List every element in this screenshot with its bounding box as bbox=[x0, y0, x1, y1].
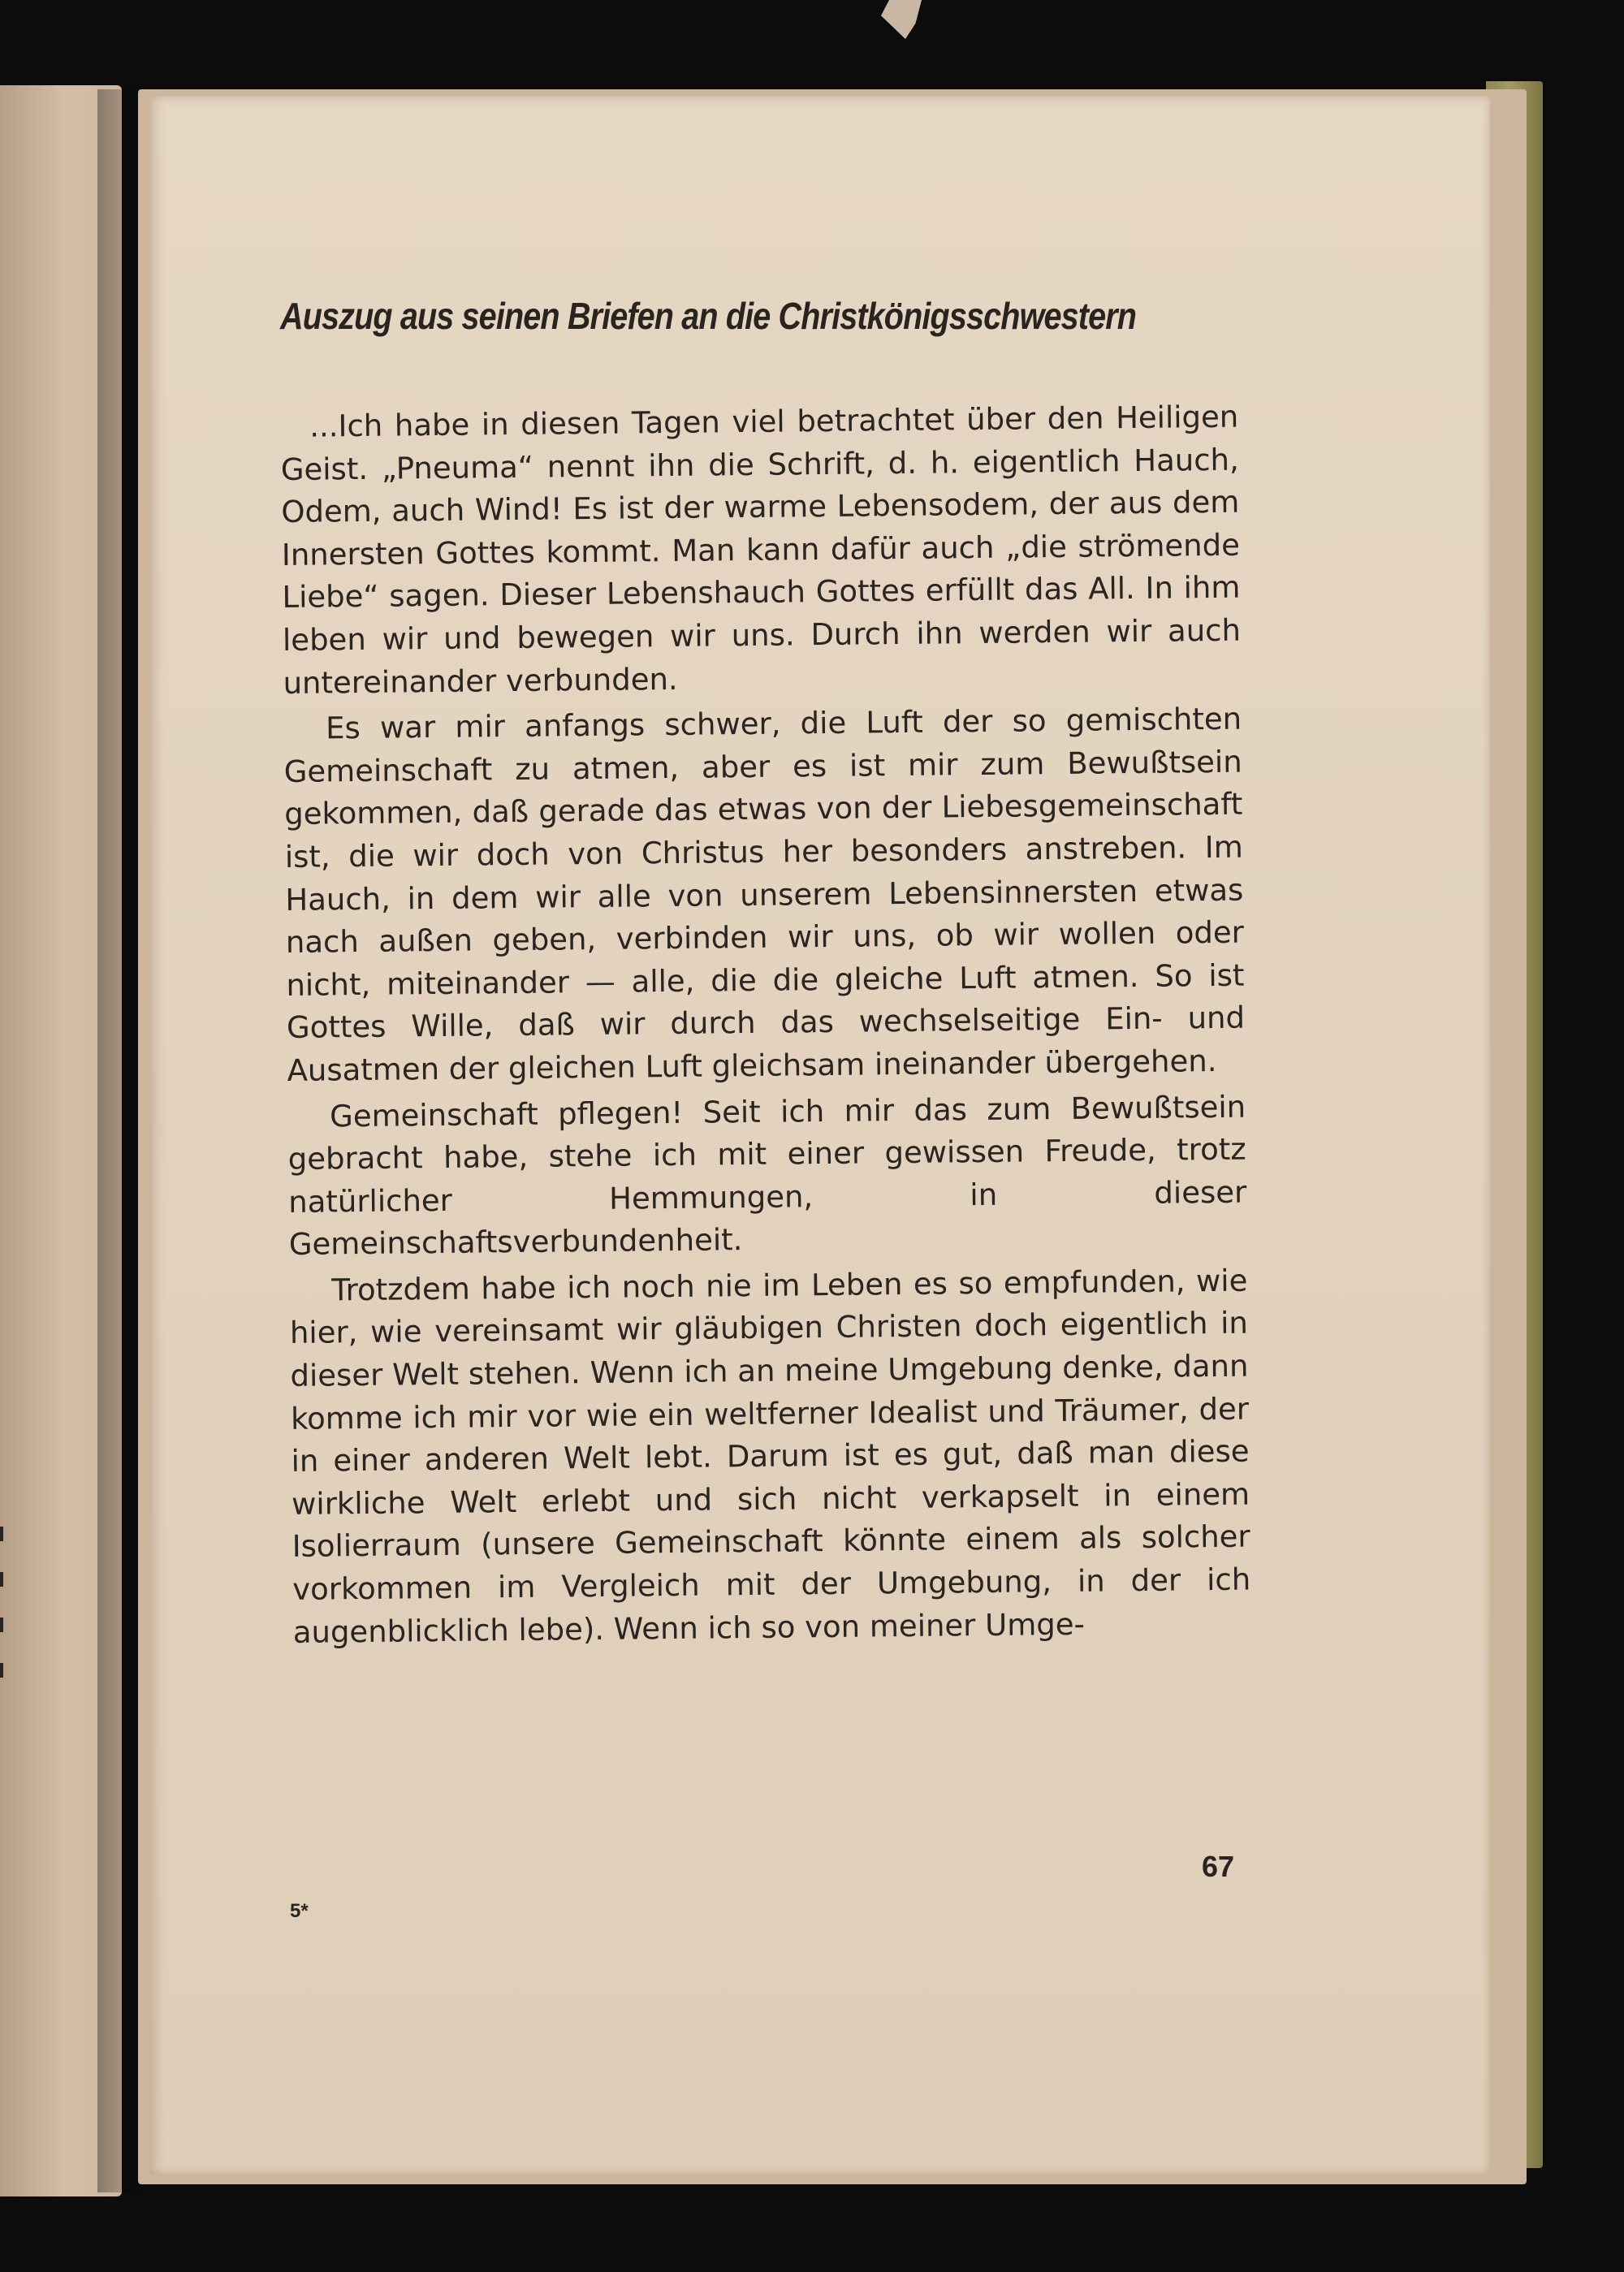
page-number: 67 bbox=[1202, 1850, 1235, 1883]
paragraph: Trotzdem habe ich noch nie im Leben es so empfunden, wie hier, wie vereinsamt wir gläubigen Christen doch eigentlich in dieser Welt stehen. Wenn ich an meine Umgebung denke, dann komme ich mir vor wie ein weltferner Idealist und Träumer, der in einer anderen Welt lebt. Darum ist es gut, daß man diese wirkliche Welt erlebt und sich nicht verkapselt in einem Isolierraum (unsere Gemeinschaft könnte einem als solcher vorkommen im Vergleich mit der Umgebung, in der ich augenblicklich lebe). Wenn ich so von meiner Umge- bbox=[289, 1263, 1251, 1650]
book-page bbox=[150, 96, 1490, 2175]
paragraph: Gemeinschaft pflegen! Seit ich mir das zum Bewußtsein gebracht habe, stehe ich mit einer gewissen Freude, trotz natürlicher Hemmungen, in dieser Gemeinschaftsverbundenheit. bbox=[287, 1089, 1247, 1263]
body-text bbox=[280, 396, 1251, 1654]
signature-mark: 5* bbox=[290, 1900, 309, 1922]
torn-paper-fragment bbox=[881, 0, 922, 39]
section-heading: Auszug aus seinen Briefen an die Christkönigsschwestern bbox=[280, 295, 1137, 337]
paragraph: ...Ich habe in diesen Tagen viel betrachtet über den Heiligen Geist. „Pneuma“ nennt ihn die Schrift, d. h. eigentlich Hauch, Odem, auch Wind! Es ist der warme Lebensodem, der aus dem Innersten Gottes kommt. Man kann dafür auch „die strömende Liebe“ sagen. Dieser Lebenshauch Gottes erfüllt das All. In ihm leben wir und bewegen wir uns. Durch ihn werden wir auch untereinander verbunden. bbox=[280, 399, 1242, 701]
paragraph: Es war mir anfangs schwer, die Luft der so gemischten Gemeinschaft zu atmen, aber es ist mir zum Bewußtsein gekommen, daß gerade das etwas von der Liebesgemeinschaft ist, die wir doch von Christus her besonders anstreben. Im Hauch, in dem wir alle von unserem Lebensinnersten etwas nach außen geben, verbinden wir uns, ob wir wollen oder nicht, miteinander — alle, die die gleiche Luft atmen. So ist Gottes Wille, daß wir durch das wechselseitige Ein- und Ausatmen der gleichen Luft gleichsam ineinander übergehen. bbox=[283, 701, 1246, 1088]
previous-page-marks bbox=[0, 1527, 8, 1705]
